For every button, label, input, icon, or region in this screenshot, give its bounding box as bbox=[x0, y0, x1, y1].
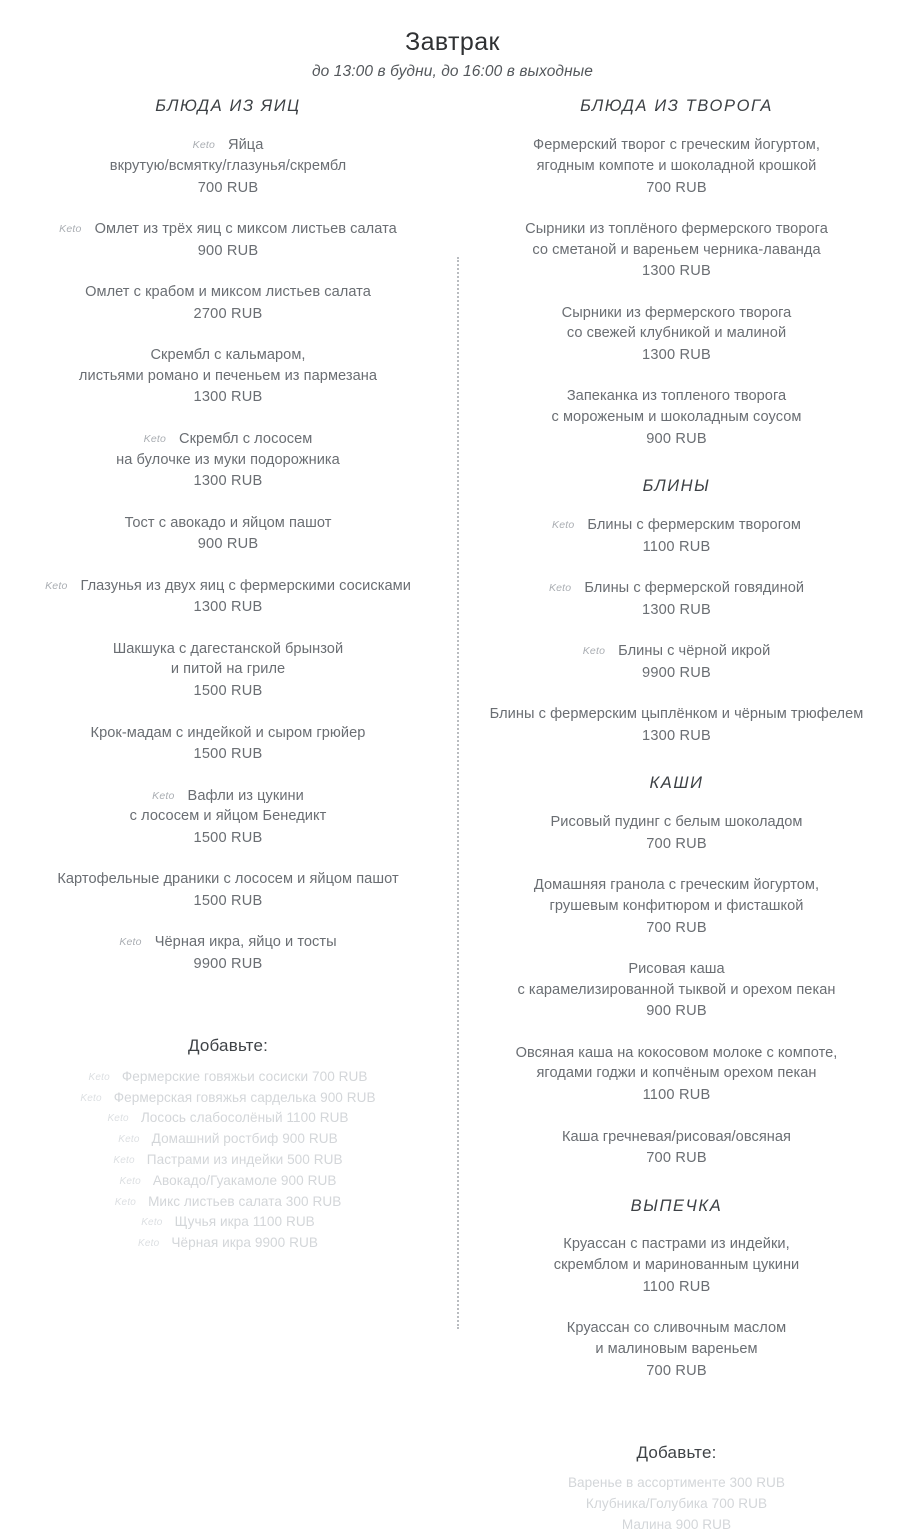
menu-item-name-text: Рисовый пудинг с белым шоколадом bbox=[550, 814, 803, 831]
menu-item-name-text: грушевым конфитюром и фисташкой bbox=[549, 897, 804, 914]
menu-section bbox=[22, 97, 434, 976]
menu-item-name bbox=[470, 219, 883, 240]
menu-item-price: 9900 RUB bbox=[642, 664, 711, 681]
menu-section bbox=[470, 1197, 883, 1383]
menu-item-price: 700 RUB bbox=[646, 919, 707, 936]
menu-item-name-text: с лососем и яйцом Бенедикт bbox=[129, 808, 327, 825]
keto-badge: Keto bbox=[118, 1134, 140, 1146]
menu-item bbox=[22, 576, 434, 620]
menu-item-name-text: Шакшука с дагестанской брынзой bbox=[112, 640, 344, 657]
menu-item-price: 900 RUB bbox=[646, 1003, 707, 1020]
menu-item bbox=[22, 135, 434, 200]
menu-item-name bbox=[22, 450, 434, 471]
menu-item-price: 700 RUB bbox=[646, 1362, 707, 1379]
menu-item bbox=[470, 386, 883, 451]
menu-item bbox=[470, 1234, 883, 1299]
menu-item-name bbox=[470, 240, 883, 261]
keto-badge: Keto bbox=[119, 936, 142, 949]
menu-item-name-text: со свежей клубникой и малиной bbox=[566, 325, 787, 342]
addon-item-text: Домашний ростбиф 900 RUB bbox=[151, 1131, 338, 1147]
menu-item bbox=[470, 641, 883, 685]
addon-item bbox=[22, 1067, 434, 1088]
column-divider bbox=[457, 257, 459, 1329]
menu-item-name bbox=[470, 1234, 883, 1255]
addon-item-text: Фермерская говяжья сарделька 900 RUB bbox=[113, 1089, 376, 1105]
section-heading: БЛЮДА ИЗ ЯИЦ bbox=[155, 97, 301, 116]
menu-item bbox=[470, 875, 883, 940]
addons-section bbox=[470, 1443, 883, 1536]
menu-item bbox=[470, 959, 883, 1024]
keto-badge: Keto bbox=[141, 1217, 163, 1229]
menu-item-price: 700 RUB bbox=[646, 835, 707, 852]
keto-badge: Keto bbox=[119, 1175, 141, 1187]
menu-item-name bbox=[470, 1339, 883, 1360]
menu-item-name bbox=[22, 366, 434, 387]
menu-item bbox=[22, 345, 434, 410]
menu-item-price: 700 RUB bbox=[197, 179, 259, 196]
menu-item-name-text: ягодным компоте и шоколадной крошкой bbox=[536, 157, 817, 174]
menu-item-name-text: Скрембл с лососем bbox=[179, 430, 313, 447]
menu-item-name-text: Сырники из фермерского творога bbox=[561, 304, 792, 321]
addon-item bbox=[470, 1494, 883, 1515]
menu-item bbox=[22, 639, 434, 704]
menu-item-name-text: Рисовая каша bbox=[628, 960, 725, 977]
keto-badge: Keto bbox=[152, 789, 175, 802]
menu-item bbox=[22, 219, 434, 263]
menu-item-name-text: Блины с чёрной икрой bbox=[618, 643, 771, 660]
menu-item-name bbox=[22, 219, 434, 240]
menu-item-name-text: Фермерский творог с греческим йогуртом, bbox=[533, 137, 820, 154]
menu-section bbox=[470, 97, 883, 451]
addon-item-text: Микс листьев салата 300 RUB bbox=[148, 1193, 342, 1209]
menu-item-name bbox=[22, 135, 434, 156]
menu-item-name-text: Блины с фермерским цыплёнком и чёрным трюфелем bbox=[489, 706, 864, 723]
section-heading: БЛЮДА ИЗ ТВОРОГА bbox=[580, 97, 773, 116]
menu-item-name bbox=[22, 429, 434, 450]
menu-item-name-text: Тост с авокадо и яйцом пашот bbox=[124, 514, 332, 531]
keto-badge: Keto bbox=[192, 139, 216, 152]
menu-item-price: 1100 RUB bbox=[642, 1087, 711, 1104]
addon-item-text: Лосось слабосолёный 1100 RUB bbox=[140, 1110, 349, 1126]
menu-item bbox=[470, 303, 883, 368]
addon-item bbox=[22, 1129, 434, 1150]
menu-item-name bbox=[22, 282, 434, 303]
menu-item-price: 1300 RUB bbox=[642, 727, 711, 744]
menu-item-name-text: со сметаной и вареньем черника-лаванда bbox=[532, 241, 821, 258]
addon-item-text: Щучья икра 1100 RUB bbox=[174, 1214, 315, 1230]
addon-item-text: Чёрная икра 9900 RUB bbox=[171, 1235, 318, 1251]
keto-badge: Keto bbox=[59, 222, 82, 235]
menu-item bbox=[22, 723, 434, 767]
menu-item-name-text: на булочке из муки подорожника bbox=[116, 451, 340, 468]
section-heading: БЛИНЫ bbox=[642, 477, 711, 496]
menu-item bbox=[470, 578, 883, 622]
section-heading: ВЫПЕЧКА bbox=[630, 1196, 723, 1215]
menu-item bbox=[22, 932, 434, 976]
menu-item-name-text: Яйца bbox=[228, 137, 264, 154]
keto-badge: Keto bbox=[138, 1238, 160, 1250]
keto-badge: Keto bbox=[80, 1092, 102, 1104]
menu-item-name bbox=[22, 345, 434, 366]
menu-item-price: 1300 RUB bbox=[193, 389, 263, 406]
menu-item-name-text: скремблом и маринованным цукини bbox=[553, 1257, 800, 1274]
menu-item-name bbox=[22, 932, 434, 953]
menu-item-price: 700 RUB bbox=[646, 1150, 707, 1167]
menu-item-price: 1500 RUB bbox=[193, 893, 263, 910]
section-spacer bbox=[470, 1409, 883, 1439]
addon-item-text: Пастрами из индейки 500 RUB bbox=[146, 1152, 343, 1168]
menu-item-price: 1300 RUB bbox=[193, 599, 263, 616]
menu-item-name bbox=[470, 156, 883, 177]
menu-item-price: 1100 RUB bbox=[642, 1278, 711, 1295]
menu-item-name bbox=[470, 812, 883, 833]
menu-item-name bbox=[470, 980, 883, 1001]
menu-item-name bbox=[22, 723, 434, 744]
menu-item-name bbox=[22, 786, 434, 807]
addon-item bbox=[470, 1515, 883, 1536]
menu-item-name bbox=[470, 1127, 883, 1148]
menu-item-name-text: Домашняя гранола с греческим йогуртом, bbox=[533, 877, 820, 894]
section-spacer bbox=[22, 1002, 434, 1032]
menu-item bbox=[22, 282, 434, 326]
menu-item-name bbox=[470, 1043, 883, 1064]
menu-item-price: 2700 RUB bbox=[193, 305, 263, 322]
menu-item-name bbox=[470, 578, 883, 599]
menu-item-name-text: Овсяная каша на кокосовом молоке с компоте, bbox=[515, 1044, 838, 1061]
keto-badge: Keto bbox=[88, 1071, 110, 1083]
menu-item-name-text: Блины с фермерским творогом bbox=[587, 517, 801, 534]
keto-badge: Keto bbox=[552, 519, 575, 532]
menu-item-name bbox=[470, 1255, 883, 1276]
addon-item-text: Фермерские говяжьи сосиски 700 RUB bbox=[121, 1068, 368, 1084]
menu-item-name-text: Сырники из топлёного фермерского творога bbox=[525, 220, 828, 237]
addon-item bbox=[22, 1212, 434, 1233]
menu-item-name bbox=[470, 386, 883, 407]
menu-item-price: 1300 RUB bbox=[642, 347, 711, 364]
menu-header bbox=[0, 0, 905, 81]
menu-item bbox=[22, 429, 434, 494]
menu-item-name-text: Глазунья из двух яиц с фермерскими сосисками bbox=[80, 577, 411, 594]
menu-item-name-text: и малиновым вареньем bbox=[595, 1340, 758, 1357]
menu-item-name bbox=[22, 576, 434, 597]
menu-item-name bbox=[22, 639, 434, 660]
menu-item bbox=[22, 869, 434, 913]
menu-item-name bbox=[22, 156, 434, 177]
menu-item-price: 900 RUB bbox=[197, 536, 259, 553]
menu-item-price: 1300 RUB bbox=[193, 473, 263, 490]
addon-item bbox=[22, 1192, 434, 1213]
menu-item bbox=[470, 812, 883, 856]
keto-badge: Keto bbox=[548, 582, 572, 595]
menu-item-name-text: Картофельные драники с лососем и яйцом пашот bbox=[57, 871, 399, 888]
menu-section bbox=[470, 774, 883, 1170]
menu-item-name-text: Блины с фермерской говядиной bbox=[584, 580, 805, 597]
menu-item-name bbox=[470, 515, 883, 536]
menu-item-name bbox=[470, 959, 883, 980]
menu-item-name bbox=[470, 1318, 883, 1339]
menu-item-price: 700 RUB bbox=[646, 179, 707, 196]
menu-item-price: 9900 RUB bbox=[193, 956, 263, 973]
addon-item-text: Варенье в ассортименте 300 RUB bbox=[567, 1475, 786, 1491]
menu-item-name bbox=[470, 704, 883, 725]
addon-item bbox=[22, 1088, 434, 1109]
menu-item-name-text: и питой на гриле bbox=[170, 661, 286, 678]
menu-item-name bbox=[470, 407, 883, 428]
menu-item-price: 1100 RUB bbox=[642, 538, 711, 555]
menu-item-name-text: Скрембл с кальмаром, bbox=[150, 347, 306, 364]
left-column bbox=[0, 97, 452, 1254]
menu-item-name bbox=[22, 659, 434, 680]
menu-item-name bbox=[22, 806, 434, 827]
menu-item-name bbox=[470, 1063, 883, 1084]
menu-item-name bbox=[22, 869, 434, 890]
menu-item-name bbox=[22, 513, 434, 534]
menu-item-name-text: с карамелизированной тыквой и орехом пекан bbox=[517, 981, 836, 998]
menu-item bbox=[470, 219, 883, 284]
section-heading: КАШИ bbox=[649, 774, 704, 793]
menu-item bbox=[22, 513, 434, 557]
menu-item-name-text: с мороженым и шоколадным соусом bbox=[551, 409, 802, 426]
addons-heading: Добавьте: bbox=[636, 1442, 717, 1462]
right-column bbox=[452, 97, 905, 1535]
menu-columns bbox=[0, 97, 905, 1535]
menu-item bbox=[470, 135, 883, 200]
menu-item bbox=[470, 704, 883, 748]
menu-item bbox=[470, 1043, 883, 1108]
menu-item-name bbox=[470, 641, 883, 662]
menu-section bbox=[470, 477, 883, 748]
menu-item-name-text: вкрутую/всмятку/глазунья/скрембл bbox=[109, 157, 347, 174]
menu-item-name-text: листьями романо и печеньем из пармезана bbox=[78, 367, 378, 384]
menu-item-name bbox=[470, 875, 883, 896]
addon-item bbox=[22, 1150, 434, 1171]
menu-item-name bbox=[470, 323, 883, 344]
keto-badge: Keto bbox=[114, 1196, 137, 1208]
menu-item-name-text: Запеканка из топленого творога bbox=[566, 388, 787, 405]
addons-heading: Добавьте: bbox=[187, 1036, 269, 1056]
addon-item-text: Малина 900 RUB bbox=[621, 1516, 732, 1532]
menu-item-name-text: Чёрная икра, яйцо и тосты bbox=[154, 934, 337, 951]
menu-item-name-text: Круассан со сливочным маслом bbox=[566, 1320, 787, 1337]
menu-item-name-text: Омлет из трёх яиц с миксом листьев салата bbox=[94, 220, 397, 237]
keto-badge: Keto bbox=[143, 432, 167, 445]
addon-item bbox=[470, 1473, 883, 1494]
menu-item bbox=[470, 515, 883, 559]
menu-item-name-text: ягодами годжи и копчёным орехом пекан bbox=[536, 1065, 817, 1082]
menu-item-name-text: Крок-мадам с индейкой и сыром грюйер bbox=[90, 724, 366, 741]
menu-item-price: 1500 RUB bbox=[193, 830, 263, 847]
menu-item bbox=[470, 1127, 883, 1171]
menu-item bbox=[470, 1318, 883, 1383]
menu-item-name-text: Каша гречневая/рисовая/овсяная bbox=[562, 1128, 791, 1145]
addon-item-text: Клубника/Голубика 700 RUB bbox=[585, 1496, 768, 1512]
page-title: Завтрак bbox=[405, 28, 500, 56]
menu-item-name-text: Омлет с крабом и миксом листьев салата bbox=[85, 283, 371, 300]
menu-item-name-text: Вафли из цукини bbox=[187, 787, 304, 804]
addon-item bbox=[22, 1108, 434, 1129]
serving-hours: до 13:00 в будни, до 16:00 в выходные bbox=[312, 62, 593, 80]
menu-item-price: 1300 RUB bbox=[642, 601, 711, 618]
keto-badge: Keto bbox=[107, 1113, 129, 1125]
menu-item-price: 1500 RUB bbox=[193, 683, 263, 700]
keto-badge: Keto bbox=[582, 645, 606, 658]
menu-item-name bbox=[470, 896, 883, 917]
keto-badge: Keto bbox=[45, 579, 68, 592]
addon-item bbox=[22, 1171, 434, 1192]
menu-item-price: 1300 RUB bbox=[642, 263, 711, 280]
addon-item-text: Авокадо/Гуакамоле 900 RUB bbox=[152, 1172, 337, 1188]
menu-item-price: 1500 RUB bbox=[193, 746, 263, 763]
addon-item bbox=[22, 1233, 434, 1254]
keto-badge: Keto bbox=[113, 1155, 135, 1167]
menu-item-name bbox=[470, 135, 883, 156]
menu-item-price: 900 RUB bbox=[197, 242, 259, 259]
addons-section bbox=[22, 1036, 434, 1254]
menu-item-name-text: Круассан с пастрами из индейки, bbox=[563, 1236, 790, 1253]
menu-item-name bbox=[470, 303, 883, 324]
menu-item bbox=[22, 786, 434, 851]
menu-item-price: 900 RUB bbox=[646, 430, 707, 447]
